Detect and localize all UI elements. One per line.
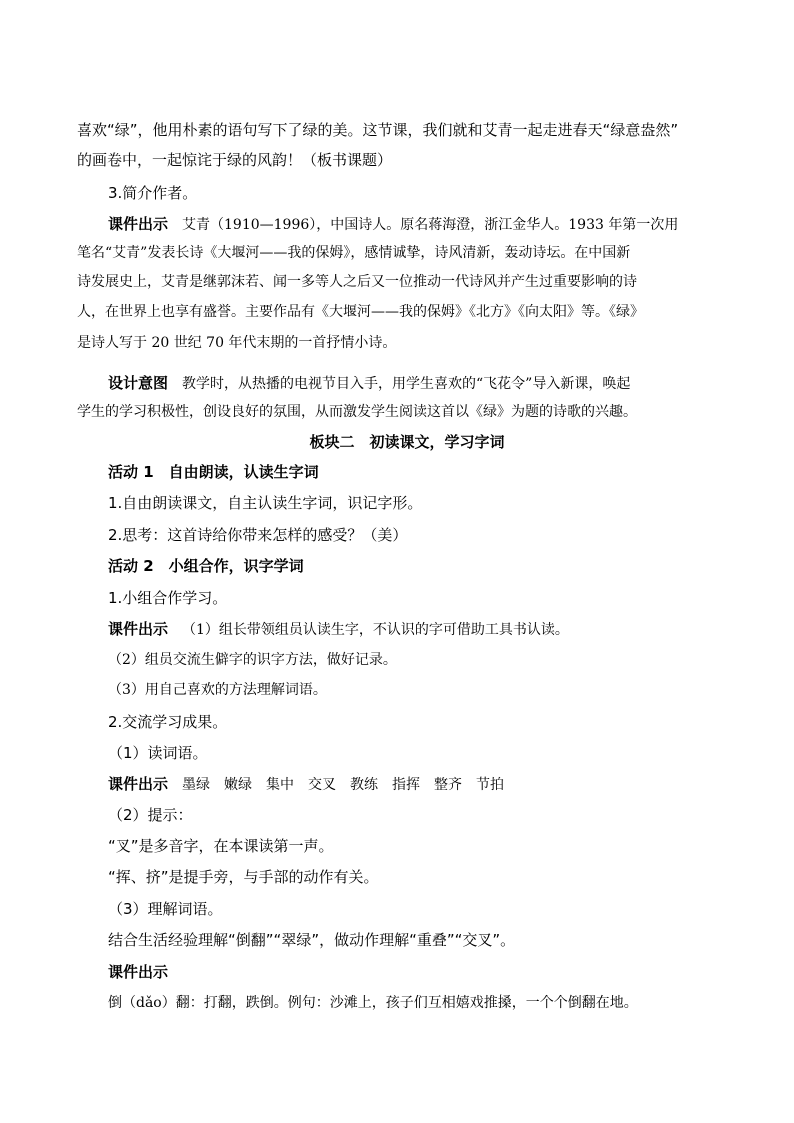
design-intent-text: 学生的学习积极性，创设良好的氛围，从而激发学生阅读这首以《绿》为题的诗歌的兴趣。 — [77, 404, 637, 420]
design-intent-text: 教学时，从热播的电视节目入手，用学生喜欢的“飞花令”导入新课，唤起 — [182, 376, 631, 392]
courseware-text: 笔名“艾青”发表长诗《大堰河——我的保姆》，感情诚挚，诗风清新，轰动诗坛。在中国新 — [77, 245, 631, 261]
list-item: 2.交流学习成果。 — [108, 713, 228, 731]
step-heading: 3.简介作者。 — [108, 184, 198, 202]
design-intent-block — [0, 373, 794, 394]
courseware-text: 人，在世界上也享有盛誉。主要作品有《大堰河——我的保姆》《北方》《向太阳》等。《绿》 — [77, 304, 644, 320]
tip-text: “挥、挤”是提手旁，与手部的动作有关。 — [108, 868, 379, 886]
list-item: 1.小组合作学习。 — [108, 589, 228, 607]
courseware-block — [0, 619, 794, 640]
vocabulary-words: 墨绿 嫩绿 集中 交叉 教练 指挥 整齐 节拍 — [182, 777, 505, 793]
courseware-text: 倒（dǎo）翻：打翻，跌倒。例句：沙滩上，孩子们互相嬉戏推搡，一个个倒翻在地。 — [108, 995, 638, 1011]
paragraph-line: 的画卷中，一起惊诧于绿的风韵！（板书课题） — [77, 151, 393, 169]
list-item: （3）理解词语。 — [108, 900, 223, 918]
courseware-text: （3）用自己喜欢的方法理解词语。 — [108, 682, 327, 698]
activity-heading: 活动 1 自由朗读，认读生字词 — [108, 463, 319, 481]
list-item: （1）读词语。 — [108, 744, 208, 762]
paragraph-line: 结合生活经验理解“倒翻”“翠绿”，做动作理解“重叠”“交叉”。 — [108, 931, 516, 949]
courseware-text: 艾青（1910—1996），中国诗人。原名蒋海澄，浙江金华人。1933 年第一次用 — [182, 217, 679, 233]
list-item: 1.自由朗读课文，自主认读生字词，识记字形。 — [108, 494, 423, 512]
courseware-text: 是诗人写于 20 世纪 70 年代末期的一首抒情小诗。 — [77, 335, 397, 351]
courseware-text: （2）组员交流生僻字的识字方法，做好记录。 — [108, 652, 397, 668]
courseware-block — [0, 774, 794, 795]
courseware-label: 课件出示 — [108, 963, 169, 981]
courseware-label: 课件出示 — [108, 775, 169, 793]
activity-heading: 活动 2 小组合作，识字学词 — [108, 557, 304, 575]
courseware-text: 诗发展史上，艾青是继郭沫若、闻一多等人之后又一位推动一代诗风并产生过重要影响的诗 — [77, 274, 637, 290]
paragraph-line: 喜欢“绿”，他用朴素的语句写下了绿的美。这节课，我们就和艾青一起走进春天“绿意盎然” — [77, 121, 679, 139]
courseware-block — [0, 214, 794, 235]
courseware-label: 课件出示 — [108, 620, 169, 638]
courseware-label: 课件出示 — [108, 215, 169, 233]
courseware-text: （1）组长带领组员认读生字，不认识的字可借助工具书认读。 — [182, 622, 569, 638]
list-item: 2.思考：这首诗给你带来怎样的感受？（美） — [108, 526, 408, 544]
list-item: （2）提示： — [108, 806, 193, 824]
tip-text: “叉”是多音字，在本课读第一声。 — [108, 837, 334, 855]
section-heading: 板块二 初读课文，学习字词 — [309, 433, 505, 451]
design-intent-label: 设计意图 — [108, 374, 169, 392]
